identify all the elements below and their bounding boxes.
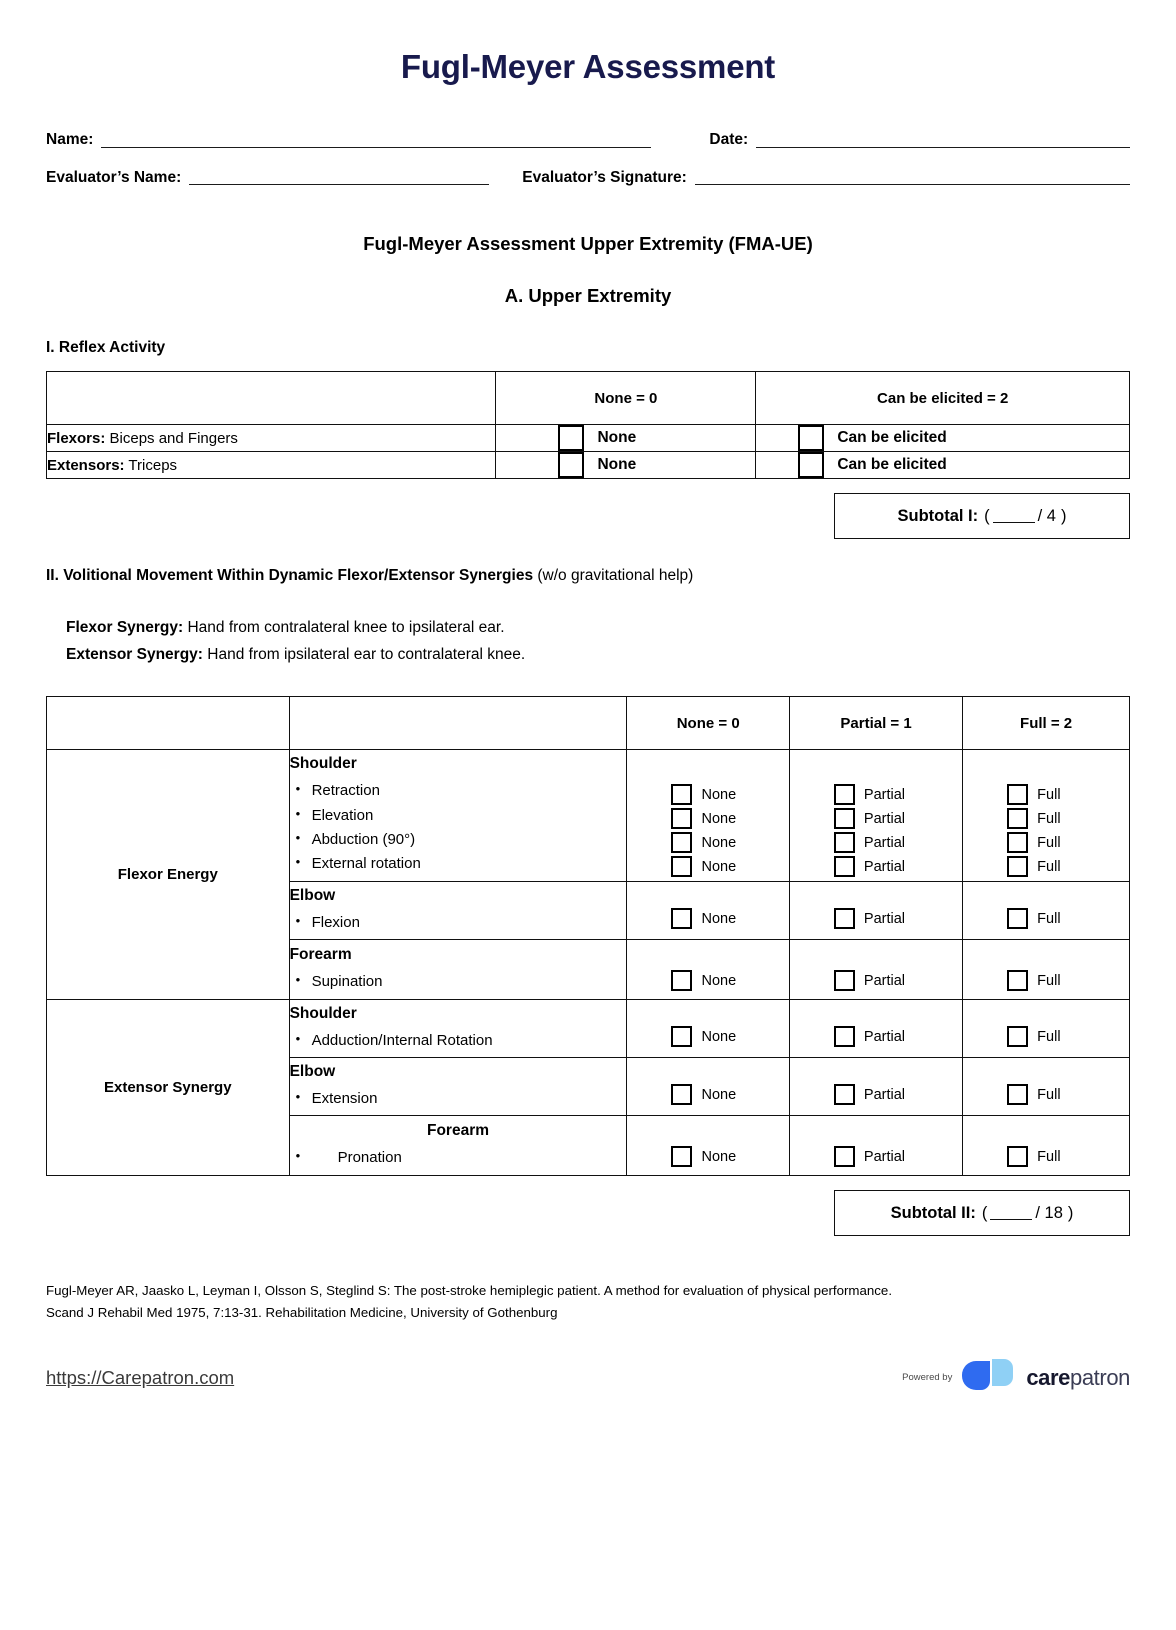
subtotal-i-max: / 4: [1037, 506, 1056, 525]
extensor-elbow-title: Elbow: [289, 1062, 336, 1080]
flexor-shoulder-title: Shoulder: [289, 755, 357, 773]
checkbox-flexor-shoulder-extrotation-partial[interactable]: [834, 856, 855, 877]
extensors-none-cell: [496, 452, 756, 479]
flexor-forearm-cell: [289, 940, 627, 1000]
checkbox-flexor-elbow-flexion-none[interactable]: [671, 908, 692, 929]
checkbox-extensor-shoulder-adduction-none[interactable]: [671, 1026, 692, 1047]
reflex-blank-header: [47, 372, 496, 425]
list-item: • Elevation: [290, 804, 627, 828]
list-item: • Supination: [290, 970, 627, 994]
extensor-elbow-none-cell: [627, 1058, 789, 1116]
extensor-forearm-full-cell: [963, 1116, 1130, 1176]
reflex-header-none: None = 0: [496, 372, 756, 425]
label-partial-7: Partial: [863, 1028, 906, 1045]
flexor-synergy-description: [66, 615, 1130, 642]
synergy-blank-header-1: [47, 697, 290, 750]
reflex-activity-table: [46, 371, 1130, 479]
label-partial-6: Partial: [863, 972, 906, 989]
list-item: • External rotation: [290, 852, 627, 876]
extensor-shoulder-cell: [289, 1000, 627, 1058]
label-partial-9: Partial: [863, 1148, 906, 1165]
label-none-4: None: [701, 858, 737, 875]
checkbox-label-flexors-none: None: [597, 429, 637, 446]
brand-word-patron: patron: [1070, 1364, 1130, 1390]
extensors-detail: Triceps: [124, 456, 178, 474]
brand-wordmark: [1026, 1365, 1130, 1391]
synergy-descriptions: [46, 615, 1130, 668]
flexors-none-cell: [496, 425, 756, 452]
label-partial-8: Partial: [863, 1086, 906, 1103]
extensor-forearm-title: Forearm: [427, 1121, 490, 1139]
page-title: Fugl-Meyer Assessment: [400, 48, 776, 85]
flexor-elbow-cell: [289, 882, 627, 940]
checkbox-flexor-forearm-supination-full[interactable]: [1007, 970, 1028, 991]
label-full-4: Full: [1037, 858, 1061, 875]
citation-line-2: Scand J Rehabil Med 1975, 7:13-31. Rehabilitation Medicine, University of Gothenburg: [46, 1304, 558, 1320]
extensors-elicited-cell: [756, 452, 1130, 479]
label-full-7: Full: [1037, 1028, 1061, 1045]
subtotal-i-box: [834, 493, 1130, 539]
checkbox-extensor-shoulder-adduction-full[interactable]: [1007, 1026, 1028, 1047]
subtotal-i-close-paren: ): [1061, 506, 1067, 525]
powered-by-label: Powered by: [902, 1372, 953, 1384]
extensor-forearm-cell: [289, 1116, 627, 1176]
list-item: • Adduction/Internal Rotation: [290, 1029, 627, 1053]
extensor-shoulder-full-cell: [963, 1000, 1130, 1058]
citation-block: [46, 1280, 1130, 1323]
evaluator-signature-label: Evaluator’s Signature:: [522, 168, 687, 186]
label-partial-2: Partial: [863, 810, 906, 827]
form-subtitle: Fugl-Meyer Assessment Upper Extremity (FMA-UE): [363, 233, 813, 254]
evaluator-name-label: Evaluator’s Name:: [46, 168, 182, 186]
checkbox-flexor-shoulder-elevation-partial[interactable]: [834, 808, 855, 829]
checkbox-extensor-elbow-extension-partial[interactable]: [834, 1084, 855, 1105]
table-header-row: [47, 697, 1130, 750]
label-none-5: None: [701, 910, 737, 927]
checkbox-extensors-elicited[interactable]: [798, 452, 824, 478]
flexors-bold-label: Flexors:: [47, 429, 106, 447]
evaluator-signature-input[interactable]: [695, 170, 1130, 185]
label-full-2: Full: [1037, 810, 1061, 827]
subtotal-ii-label: Subtotal II:: [890, 1203, 976, 1222]
extensor-elbow-items: [290, 1087, 627, 1111]
extensor-synergy-label: Extensor Synergy:: [66, 645, 203, 663]
table-row: [47, 750, 1130, 882]
label-full-3: Full: [1037, 834, 1061, 851]
evaluator-name-input[interactable]: [189, 170, 489, 185]
subtotal-ii-max: / 18: [1035, 1203, 1063, 1222]
section-i-heading: I. Reflex Activity: [46, 339, 166, 356]
label-full-6: Full: [1037, 972, 1061, 989]
footer-bar: [46, 1355, 1130, 1400]
checkbox-flexors-none[interactable]: [558, 425, 584, 451]
checkbox-flexor-shoulder-retraction-none[interactable]: [671, 784, 692, 805]
extensor-elbow-full-cell: [963, 1058, 1130, 1116]
checkbox-extensor-forearm-pronation-partial[interactable]: [834, 1146, 855, 1167]
label-none-3: None: [701, 834, 737, 851]
label-partial-3: Partial: [863, 834, 906, 851]
label-none-7: None: [701, 1028, 737, 1045]
table-row: [47, 1000, 1130, 1058]
list-item: • Flexion: [290, 911, 627, 935]
subtotal-i-input[interactable]: [993, 510, 1035, 523]
label-none-1: None: [701, 786, 737, 803]
section-ii-heading-bold: II. Volitional Movement Within Dynamic Flexor/Extensor Synergies: [46, 567, 534, 584]
identity-block: [46, 132, 1130, 185]
subtotal-ii-box: [834, 1190, 1130, 1236]
checkbox-flexor-shoulder-abduction-partial[interactable]: [834, 832, 855, 853]
flexor-synergy-text: Hand from contralateral knee to ipsilateral ear.: [183, 619, 505, 636]
label-full-5: Full: [1037, 910, 1061, 927]
table-row: [47, 452, 1130, 479]
flexor-forearm-partial-cell: [789, 940, 962, 1000]
checkbox-extensor-forearm-pronation-none[interactable]: [671, 1146, 692, 1167]
section-a-title: A. Upper Extremity: [504, 285, 672, 306]
reflex-row-extensors-label: [47, 452, 496, 479]
checkbox-flexor-elbow-flexion-partial[interactable]: [834, 908, 855, 929]
flexor-elbow-full-cell: [963, 882, 1130, 940]
extensor-shoulder-none-cell: [627, 1000, 789, 1058]
checkbox-flexor-elbow-flexion-full[interactable]: [1007, 908, 1028, 929]
label-none-2: None: [701, 810, 737, 827]
date-label: Date:: [709, 131, 749, 148]
flexors-elicited-cell: [756, 425, 1130, 452]
brand-word-care: care: [1026, 1364, 1071, 1390]
checkbox-flexor-shoulder-abduction-none[interactable]: [671, 832, 692, 853]
extensor-shoulder-partial-cell: [789, 1000, 962, 1058]
checkbox-flexor-shoulder-elevation-full[interactable]: [1007, 808, 1028, 829]
flexor-shoulder-none-cell: [627, 750, 789, 882]
flexor-forearm-none-cell: [627, 940, 789, 1000]
subtotal-ii-close-paren: ): [1067, 1203, 1074, 1222]
extensors-bold-label: Extensors:: [47, 456, 125, 474]
extensor-elbow-partial-cell: [789, 1058, 962, 1116]
carepatron-url-link[interactable]: https://Carepatron.com: [46, 1366, 235, 1388]
flexor-shoulder-items: [290, 779, 627, 876]
label-full-1: Full: [1037, 786, 1061, 803]
flexor-forearm-items: [290, 970, 627, 994]
checkbox-label-extensors-none: None: [597, 456, 637, 473]
synergy-header-none: None = 0: [627, 697, 789, 750]
checkbox-flexors-elicited[interactable]: [798, 425, 824, 451]
checkbox-label-flexors-elicited: Can be elicited: [837, 429, 947, 446]
checkbox-label-extensors-elicited: Can be elicited: [837, 456, 947, 473]
extensor-synergy-description: [66, 642, 1130, 669]
checkbox-extensor-elbow-extension-none[interactable]: [671, 1084, 692, 1105]
checkbox-flexor-forearm-supination-partial[interactable]: [834, 970, 855, 991]
label-partial-4: Partial: [863, 858, 906, 875]
checkbox-extensor-elbow-extension-full[interactable]: [1007, 1084, 1028, 1105]
synergy-blank-header-2: [289, 697, 627, 750]
flexor-forearm-full-cell: [963, 940, 1130, 1000]
synergy-movement-table: [46, 696, 1130, 1176]
flexor-shoulder-cell: [289, 750, 627, 882]
identity-row-evaluator: [46, 170, 1130, 186]
checkbox-extensor-shoulder-adduction-partial[interactable]: [834, 1026, 855, 1047]
label-none-8: None: [701, 1086, 737, 1103]
group-label-flexor-energy: Flexor Energy: [47, 750, 290, 1000]
name-label: Name:: [46, 131, 94, 148]
table-row: [47, 425, 1130, 452]
checkbox-extensor-forearm-pronation-full[interactable]: [1007, 1146, 1028, 1167]
brand-block: [902, 1355, 1130, 1400]
date-input[interactable]: [756, 133, 1130, 148]
checkbox-flexor-shoulder-extrotation-none[interactable]: [671, 856, 692, 877]
subtotal-ii-input[interactable]: [990, 1207, 1032, 1220]
reflex-row-flexors-label: [47, 425, 496, 452]
extensor-synergy-text: Hand from ipsilateral ear to contralateral knee.: [202, 645, 526, 663]
flexor-elbow-items: [290, 911, 627, 935]
subtotal-i-open-paren: (: [984, 506, 990, 525]
name-input[interactable]: [101, 133, 651, 148]
flexor-elbow-title: Elbow: [289, 886, 336, 904]
list-item: • Abduction (90°): [290, 828, 627, 852]
extensor-forearm-none-cell: [627, 1116, 789, 1176]
flexor-shoulder-full-cell: [963, 750, 1130, 882]
flexors-detail: Biceps and Fingers: [105, 429, 238, 447]
extensor-shoulder-items: [290, 1029, 627, 1053]
flexor-elbow-none-cell: [627, 882, 789, 940]
extensor-forearm-items: [290, 1146, 627, 1170]
checkbox-flexor-shoulder-retraction-partial[interactable]: [834, 784, 855, 805]
label-partial-5: Partial: [863, 910, 906, 927]
label-none-6: None: [701, 972, 737, 989]
label-full-8: Full: [1037, 1086, 1061, 1103]
subtotal-ii-row: [46, 1190, 1130, 1236]
checkbox-flexor-forearm-supination-none[interactable]: [671, 970, 692, 991]
checkbox-extensors-none[interactable]: [558, 452, 584, 478]
section-ii-heading: [46, 567, 1130, 585]
carepatron-logo-icon: [962, 1355, 1016, 1400]
table-header-row: [47, 372, 1130, 425]
extensor-shoulder-title: Shoulder: [289, 1004, 357, 1022]
flexor-synergy-label: Flexor Synergy:: [66, 619, 184, 636]
section-ii-heading-regular: (w/o gravitational help): [533, 567, 694, 584]
list-item: • Retraction: [290, 779, 627, 803]
citation-line-1: Fugl-Meyer AR, Jaasko L, Leyman I, Olsson S, Steglind S: The post-stroke hemiplegic patient. A method for evaluation of physical performance.: [46, 1283, 893, 1299]
label-full-9: Full: [1037, 1148, 1061, 1165]
subtotal-i-label: Subtotal I:: [897, 506, 979, 525]
subtotal-ii-open-paren: (: [981, 1203, 988, 1222]
label-none-9: None: [701, 1148, 737, 1165]
label-partial-1: Partial: [863, 786, 906, 803]
flexor-forearm-title: Forearm: [289, 945, 352, 963]
list-item: • Extension: [290, 1087, 627, 1111]
identity-row-name: [46, 132, 1130, 148]
reflex-header-elicited: Can be elicited = 2: [756, 372, 1130, 425]
checkbox-flexor-shoulder-extrotation-full[interactable]: [1007, 856, 1028, 877]
checkbox-flexor-shoulder-elevation-none[interactable]: [671, 808, 692, 829]
extensor-elbow-cell: [289, 1058, 627, 1116]
flexor-elbow-partial-cell: [789, 882, 962, 940]
list-item: • Pronation: [290, 1146, 627, 1170]
checkbox-flexor-shoulder-abduction-full[interactable]: [1007, 832, 1028, 853]
synergy-header-partial: Partial = 1: [789, 697, 962, 750]
checkbox-flexor-shoulder-retraction-full[interactable]: [1007, 784, 1028, 805]
synergy-header-full: Full = 2: [963, 697, 1130, 750]
extensor-forearm-partial-cell: [789, 1116, 962, 1176]
subtotal-i-row: [46, 493, 1130, 539]
flexor-shoulder-partial-cell: [789, 750, 962, 882]
group-label-extensor-synergy: Extensor Synergy: [47, 1000, 290, 1176]
